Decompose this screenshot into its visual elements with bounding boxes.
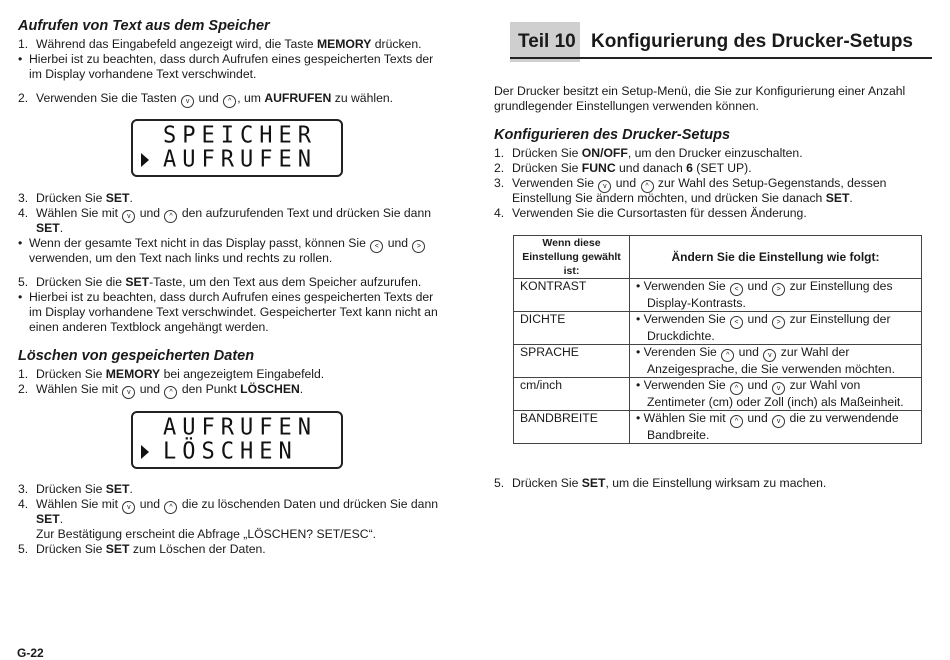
- cursor-down-key-icon: v: [122, 386, 135, 399]
- table-header: [514, 236, 922, 279]
- table-row: [514, 345, 922, 378]
- cursor-left-key-icon: <: [370, 240, 383, 253]
- cursor-up-key-icon: ^: [730, 382, 743, 395]
- step-2: 2. Verwenden Sie die Tasten v und ^ , um AUFRUFEN zu wählen.: [18, 91, 393, 108]
- lcd-arrow-icon: [141, 445, 149, 459]
- cursor-up-key-icon: ^: [721, 349, 734, 362]
- step-4: 4. Wählen Sie mit v und ^ den aufzurufenden Text und drücken Sie dann: [18, 206, 431, 223]
- lcd-arrow-icon: [141, 153, 149, 167]
- cursor-down-key-icon: v: [181, 95, 194, 108]
- intro-line-2: grundlegender Einstellungen verwenden können.: [494, 99, 759, 113]
- cursor-down-key-icon: v: [598, 180, 611, 193]
- step-5-bullet-l2: im Display vorhandene Text verschwindet. Gespeicherter Text kann nicht an: [29, 305, 438, 319]
- delete-step-1: 1. Drücken Sie MEMORY bei angezeigtem Eingabefeld.: [18, 367, 325, 381]
- cursor-right-key-icon: >: [772, 283, 785, 296]
- cursor-up-key-icon: ^: [164, 210, 177, 223]
- lcd-row-1: SPEICHER: [163, 122, 317, 149]
- section-title-recall: Aufrufen von Text aus dem Speicher: [18, 18, 270, 34]
- cursor-down-key-icon: v: [772, 415, 785, 428]
- setup-step-2: 2. Drücken Sie FUNC und danach 6 (SET UP).: [494, 161, 752, 175]
- step-4-cont: SET.: [36, 221, 64, 235]
- setting-action: • Verenden Sie ^ und v zur Wahl der Anzeigesprache, die Sie verwenden möchten.: [630, 345, 922, 378]
- delete-step-3: 3. Drücken Sie SET.: [18, 482, 133, 496]
- chapter-label: Teil 10: [518, 31, 576, 52]
- step-1: 1. Während das Eingabefeld angezeigt wird, die Taste MEMORY drücken.: [18, 37, 422, 51]
- cursor-down-key-icon: v: [122, 210, 135, 223]
- setting-action: • Verwenden Sie ^ und v zur Wahl von Zentimeter (cm) oder Zoll (inch) als Maßeinheit.: [630, 378, 922, 411]
- table-header-setting: Wenn diese Einstellung gewählt ist:: [514, 236, 630, 279]
- page-number: G-22: [17, 646, 44, 660]
- step-5: 5. Drücken Sie die SET-Taste, um den Text aus dem Speicher aufzurufen.: [18, 275, 422, 289]
- lcd-row-1: AUFRUFEN: [163, 414, 317, 441]
- table-row: [514, 378, 922, 411]
- intro-line-1: Der Drucker besitzt ein Setup-Menü, die Sie zur Konfigurierung einer Anzahl: [494, 84, 906, 98]
- lcd-display-recall: [131, 119, 343, 177]
- delete-step-4-cont: SET.: [36, 512, 64, 526]
- delete-confirm-note: Zur Bestätigung erscheint die Abfrage „LÖSCHEN? SET/ESC“.: [36, 527, 377, 541]
- delete-step-2: 2. Wählen Sie mit v und ^ den Punkt LÖSCHEN.: [18, 382, 303, 399]
- step-4-bullet-cont: verwenden, um den Text nach links und rechts zu rollen.: [29, 251, 333, 265]
- setting-action: • Verwenden Sie < und > zur Einstellung des Display-Kontrasts.: [630, 279, 922, 312]
- step-5-bullet: • Hierbei ist zu beachten, dass durch Aufrufen eines gespeicherten Texts der: [18, 290, 434, 304]
- subsection-title: Konfigurieren des Drucker-Setups: [494, 127, 731, 143]
- setting-name: cm/inch: [514, 378, 630, 411]
- section-title-delete: Löschen von gespeicherten Daten: [18, 348, 255, 364]
- chapter-title: Konfigurierung des Drucker-Setups: [591, 31, 913, 52]
- setting-name: BANDBREITE: [514, 411, 630, 444]
- cursor-up-key-icon: ^: [164, 386, 177, 399]
- bullet-note: • Hierbei ist zu beachten, dass durch Aufrufen eines gespeicherten Texts der: [18, 52, 434, 66]
- cursor-right-key-icon: >: [412, 240, 425, 253]
- cursor-down-key-icon: v: [772, 382, 785, 395]
- table-row: [514, 312, 922, 345]
- cursor-down-key-icon: v: [122, 501, 135, 514]
- lcd-row-2: LÖSCHEN: [163, 438, 298, 465]
- step-5-bullet-l3: einen anderen Textblock angehängt werden.: [29, 320, 269, 334]
- bullet-note-cont: im Display vorhandene Text verschwindet.: [29, 67, 257, 81]
- setup-step-5: 5. Drücken Sie SET, um die Einstellung wirksam zu machen.: [494, 476, 827, 490]
- setting-name: KONTRAST: [514, 279, 630, 312]
- cursor-down-key-icon: v: [763, 349, 776, 362]
- table-row: [514, 411, 922, 444]
- step-3: 3. Drücken Sie SET.: [18, 191, 133, 205]
- table-row: [514, 279, 922, 312]
- step-4-bullet: • Wenn der gesamte Text nicht in das Display passt, können Sie < und >: [18, 236, 426, 253]
- setup-step-3-cont: Einstellung Sie ändern möchten, und drücken Sie danach SET.: [512, 191, 853, 205]
- cursor-right-key-icon: >: [772, 316, 785, 329]
- setup-step-3: 3. Verwenden Sie v und ^ zur Wahl des Setup-Gegenstands, dessen: [494, 176, 886, 193]
- delete-step-4: 4. Wählen Sie mit v und ^ die zu löschenden Daten und drücken Sie dann: [18, 497, 438, 514]
- cursor-up-key-icon: ^: [223, 95, 236, 108]
- delete-step-5: 5. Drücken Sie SET zum Löschen der Daten.: [18, 542, 266, 556]
- cursor-up-key-icon: ^: [164, 501, 177, 514]
- cursor-left-key-icon: <: [730, 283, 743, 296]
- cursor-up-key-icon: ^: [641, 180, 654, 193]
- setting-action: • Wählen Sie mit ^ und v die zu verwendende Bandbreite.: [630, 411, 922, 444]
- setting-name: DICHTE: [514, 312, 630, 345]
- lcd-row-2: AUFRUFEN: [163, 146, 317, 173]
- setting-name: SPRACHE: [514, 345, 630, 378]
- table-header-action: Ändern Sie die Einstellung wie folgt:: [630, 236, 922, 279]
- setup-step-4: 4. Verwenden Sie die Cursortasten für dessen Änderung.: [494, 206, 807, 220]
- setting-action: • Verwenden Sie < und > zur Einstellung der Druckdichte.: [630, 312, 922, 345]
- chapter-rule: [510, 57, 932, 59]
- settings-table: [513, 235, 922, 444]
- cursor-left-key-icon: <: [730, 316, 743, 329]
- lcd-display-delete: [131, 411, 343, 469]
- cursor-up-key-icon: ^: [730, 415, 743, 428]
- setup-step-1: 1. Drücken Sie ON/OFF, um den Drucker einzuschalten.: [494, 146, 803, 160]
